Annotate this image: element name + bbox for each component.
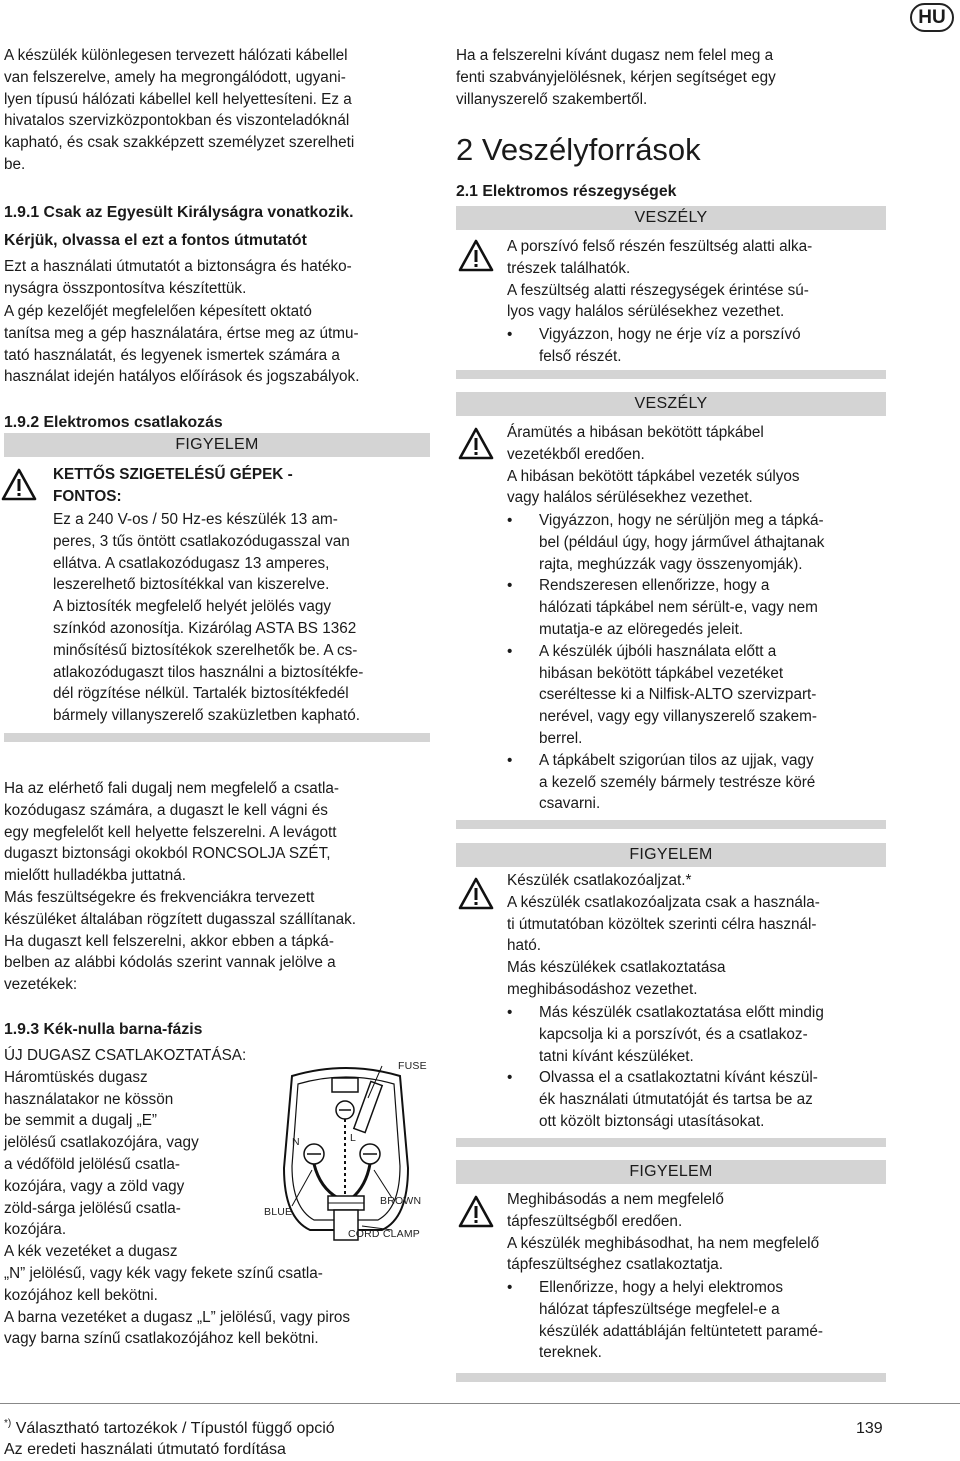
bullet-text-line: rajta, meghúzzák vagy összenyomják). — [539, 555, 803, 573]
text-line: használat idején hatályos előírások és jogszabályok. — [4, 368, 360, 386]
text-line: vagy barna színű csatlakozójához kell bekötni. — [4, 1330, 319, 1348]
veszely-banner-1: VESZÉLY — [456, 206, 886, 230]
figyelem-2-text — [507, 1189, 887, 1276]
text-line: Áramütés a hibásan bekötött tápkábel — [507, 424, 764, 441]
text-line: A biztosíték megfelelő helyét jelölés vagy — [53, 598, 332, 616]
text-line: atlakozódugaszt tilos használni a biztosítékfe- — [53, 663, 364, 681]
bullet-icon: • — [507, 326, 513, 343]
page-number: 139 — [856, 1420, 883, 1437]
section-1-9-2-heading: 1.9.2 Elektromos csatlakozás — [4, 414, 223, 431]
text-line: Készülék csatlakozóaljzat.* — [507, 872, 692, 889]
text-line: FONTOS: — [53, 487, 122, 505]
text-line: Háromtüskés dugasz — [4, 1068, 148, 1086]
section-2-heading: 2 Veszélyforrások — [456, 132, 701, 167]
plug-label-blue: BLUE — [264, 1206, 293, 1218]
bullet-icon: • — [507, 577, 513, 595]
text-line: vezetékek: — [4, 976, 78, 994]
bullet-text-line: nerével, vagy egy villanyszerelő szakem- — [539, 708, 818, 726]
veszely-1-text — [507, 236, 887, 323]
bullet-text-line: Vigyázzon, hogy ne érje víz a porszívó — [539, 326, 801, 343]
text-line: ti útmutatóban közöltek szerinti célra használ- — [507, 915, 817, 933]
warning-triangle-icon — [458, 1195, 494, 1228]
veszely-2-end-strip — [456, 820, 886, 829]
text-line: a védőföld jelölésű csatla- — [4, 1155, 181, 1173]
text-line: Ha dugaszt kell felszerelni, akkor ebben a tápká- — [4, 932, 334, 950]
text-line: „N” jelölésű, vagy kék vagy fekete színű csatla- — [4, 1264, 323, 1282]
bullet-text-line: Vigyázzon, hogy ne sérüljön meg a tápká- — [539, 512, 824, 529]
text-line: kapható, és csak szakképzett személyzet szerelheti — [4, 134, 355, 152]
bullet-text-line: kapcsolja ki a porszívót, és a csatlakoz- — [539, 1025, 808, 1043]
text-line: lyos vagy halálos sérülésekhez vezethet. — [507, 303, 785, 321]
bullet-text-line: Olvassa el a csatlakoztatni kívánt készül- — [539, 1069, 818, 1087]
section-2-1-heading: 2.1 Elektromos részegységek — [456, 183, 677, 200]
bullet-icon: • — [507, 512, 513, 529]
text-line: be. — [4, 155, 26, 173]
bullet-text-line: berrel. — [539, 729, 583, 747]
text-line: Más feszültségekre és frekvenciákra tervezett — [4, 888, 315, 906]
text-line: mielőtt hulladékba juttatná. — [4, 867, 186, 885]
wall-socket-paragraph — [4, 778, 356, 996]
bullet-text-line: a kezelő személy bármely testrésze köré — [539, 773, 816, 791]
text-line: kozójához kell bekötni. — [4, 1286, 158, 1304]
text-line: tápfeszültségből eredően. — [507, 1212, 683, 1230]
section-1-9-1-paragraph-1 — [4, 256, 352, 300]
text-line: használatakor ne kössön — [4, 1090, 174, 1108]
text-line: A porszívó felső részén feszültség alatti alka- — [507, 238, 813, 255]
text-line: A hibásan bekötött tápkábel vezeték súlyos — [507, 467, 800, 485]
double-insulation-title — [53, 464, 433, 508]
warning-triangle-icon — [458, 239, 494, 272]
text-line: Meghibásodás a nem megfelelő — [507, 1191, 724, 1208]
text-line: minősítésű biztosítékok szerelhetők be. A cs- — [53, 641, 358, 659]
text-line: trészek találhatók. — [507, 259, 631, 277]
bullet-text-line: csavarni. — [539, 795, 601, 813]
footer-translation-note: Az eredeti használati útmutató fordítása — [4, 1441, 286, 1458]
veszely-banner-2: VESZÉLY — [456, 392, 886, 416]
warning-triangle-icon — [458, 877, 494, 910]
text-line: színkód azonosítja. Kizárólag ASTA BS 1362 — [53, 619, 357, 637]
text-line: kozójára. — [4, 1221, 67, 1239]
figyelem-banner-1: FIGYELEM — [456, 843, 886, 867]
bullet-text-line: Más készülék csatlakoztatása előtt mindig — [539, 1004, 824, 1021]
text-line: ható. — [507, 937, 542, 955]
footnote-mark: *) — [4, 1418, 12, 1429]
bullet-text-line: Rendszeresen ellenőrizze, hogy a — [539, 577, 770, 595]
text-line: jelölésű csatlakozójára, vagy — [4, 1134, 199, 1152]
text-line: peres, 3 tűs öntött csatlakozódugasszal van — [53, 532, 350, 550]
text-line: leszerelhető biztosítékkal van kiszerelve. — [53, 576, 330, 594]
bullet-text-line: tereknek. — [539, 1344, 602, 1362]
plug-label-n: N — [292, 1136, 300, 1148]
text-line: tápfeszültséghez csatlakoztatja. — [507, 1256, 723, 1274]
section-1-9-1-subheading: Kérjük, olvassa el ezt a fontos útmutatót — [4, 232, 307, 249]
text-line: ÚJ DUGASZ CSATLAKOZTATÁSA: — [4, 1047, 247, 1064]
text-line: A készülék csatlakozóaljzata csak a használa- — [507, 893, 820, 911]
bullet-icon: • — [507, 642, 513, 660]
figyelem-2-end-strip — [456, 1373, 886, 1382]
figyelem-banner: FIGYELEM — [4, 433, 430, 457]
bullet-text-line: hibásan bekötött tápkábel vezetéket — [539, 664, 784, 682]
text-line: készüléket általában rögzített dugasszal szállítanak. — [4, 910, 357, 928]
figyelem-banner-2: FIGYELEM — [456, 1160, 886, 1184]
text-line: A gép kezelőjét megfelelően képesített oktató — [4, 303, 312, 320]
text-line: Más készülékek csatlakoztatása — [507, 959, 726, 977]
bullet-icon: • — [507, 751, 513, 769]
text-line: dugaszt biztonsági okokból RONCSOLJA SZÉT, — [4, 845, 331, 863]
text-line: vezetékből eredően. — [507, 445, 645, 463]
text-line: vagy halálos sérülésekhez vezethet. — [507, 489, 753, 507]
bullet-text-line: ék használati útmutatóját és tartsa be az — [539, 1091, 813, 1109]
text-line: Ha az elérhető fali dugalj nem megfelelő a csatla- — [4, 780, 340, 797]
text-line: Ezt a használati útmutatót a biztonságra és hatéko- — [4, 258, 352, 275]
text-line: kozódugasz számára, a dugaszt le kell vágni és — [4, 801, 328, 819]
warning-triangle-icon — [1, 468, 37, 501]
figyelem-1-end-strip — [456, 1138, 886, 1147]
text-line: van felszerelve, amely ha megrongálódott, ugyani- — [4, 68, 346, 86]
plug-label-brown: BROWN — [380, 1195, 422, 1207]
veszely-2-text — [507, 422, 887, 509]
plug-label-fuse: FUSE — [398, 1060, 427, 1072]
plug-label-cord-clamp: CORD CLAMP — [348, 1228, 421, 1240]
text-line: Ez a 240 V-os / 50 Hz-es készülék 13 am- — [53, 511, 338, 528]
text-line: A készülék különlegesen tervezett hálózati kábellel — [4, 47, 348, 64]
figyelem-1-text — [507, 870, 887, 1001]
text-line: belben az alábbi kódolás szerint vannak jelölve a — [4, 954, 336, 972]
right-intro-paragraph — [456, 45, 776, 110]
text-line: kozójára, vagy a zöld vagy — [4, 1177, 185, 1195]
text-line: A barna vezetéket a dugasz „L” jelölésű, vagy piros — [4, 1308, 351, 1326]
text-line: egy megfelelőt kell helyette felszerelni. A levágott — [4, 823, 337, 841]
figyelem-end-strip — [4, 733, 430, 742]
text-line: Ha a felszerelni kívánt dugasz nem felel meg a — [456, 47, 774, 64]
text-line: nyságra összpontosítva készítettük. — [4, 279, 247, 297]
bullet-text-line: tatni kívánt készüléket. — [539, 1047, 694, 1065]
footer-note — [4, 1418, 335, 1440]
warning-triangle-icon — [458, 427, 494, 460]
bullet-text-line: bel (például úgy, hogy járművel áthajtanak — [539, 533, 825, 551]
bullet-icon: • — [507, 1004, 513, 1021]
text-line: A készülék meghibásodhat, ha nem megfelelő — [507, 1234, 820, 1252]
text-line: lyen típusú hálózati kábellel kell helyettesíteni. Ez a — [4, 90, 352, 108]
text-line: tató használatát, és legyenek ismertek számára a — [4, 346, 340, 364]
text-line: zöld-sárga jelölésű csatla- — [4, 1199, 181, 1217]
bullet-text-line: A készülék újbóli használata előtt a — [539, 642, 777, 660]
language-badge: HU — [910, 3, 954, 32]
text-line: meghibásodáshoz vezethet. — [507, 980, 698, 998]
bullet-text-line: hálózat tápfeszültsége megfelel-e a — [539, 1300, 780, 1318]
bullet-text-line: Ellenőrizze, hogy a helyi elektromos — [539, 1279, 784, 1296]
bullet-text-line: mutatja-e az elöregedés jeleit. — [539, 620, 744, 638]
bullet-icon: • — [507, 1279, 513, 1296]
section-1-9-1-heading: 1.9.1 Csak az Egyesült Királyságra vonatkozik. — [4, 204, 354, 221]
text-line: tanítsa meg a gép használatára, értse meg az útmu- — [4, 324, 359, 342]
text-line: bármely villanyszerelő szaküzletben kapható. — [53, 707, 360, 725]
bullet-text-line: A tápkábelt szigorúan tilos az ujjak, vagy — [539, 751, 814, 769]
bullet-text-line: cseréltesse ki a Nilfisk-ALTO szervizpart- — [539, 686, 817, 704]
double-insulation-text — [53, 509, 433, 727]
text-line: hivatalos szervizközpontokban és viszonteladóknál — [4, 112, 350, 130]
text-line: be semmit a dugalj „E” — [4, 1112, 158, 1130]
text-line: dél rögzítése nélkül. Tartalék biztosítékfedél — [53, 685, 349, 703]
text-line: fenti szabványjelölésnek, kérjen segítséget egy — [456, 68, 776, 86]
text-line: A feszültség alatti részegységek érintése sú- — [507, 281, 809, 299]
section-1-9-3-heading: 1.9.3 Kék-nulla barna-fázis — [4, 1021, 203, 1038]
text-line: KETTŐS SZIGETELÉSŰ GÉPEK - — [53, 466, 293, 483]
footer-divider — [0, 1403, 960, 1404]
bullet-text-line: hálózati tápkábel nem sérült-e, vagy nem — [539, 599, 818, 617]
section-1-9-1-paragraph-2 — [4, 301, 359, 388]
bullet-icon: • — [507, 1069, 513, 1087]
text-line: ellátva. A csatlakozódugasz 13 amperes, — [53, 554, 330, 572]
bullet-text-line: készülék adattábláján feltüntetett paramé- — [539, 1322, 824, 1340]
veszely-1-end-strip — [456, 370, 886, 379]
text-line: A kék vezetéket a dugasz — [4, 1243, 178, 1261]
plug-label-l: L — [350, 1132, 357, 1144]
text-line: villanyszerelő szakembertől. — [456, 90, 648, 108]
footnote-text: Választható tartozékok / Típustól függő opció — [15, 1420, 335, 1437]
intro-paragraph — [4, 45, 354, 176]
bullet-text-line: ott közölt biztonsági utasításokat. — [539, 1112, 765, 1130]
bullet-text-line: felső részét. — [539, 347, 622, 365]
